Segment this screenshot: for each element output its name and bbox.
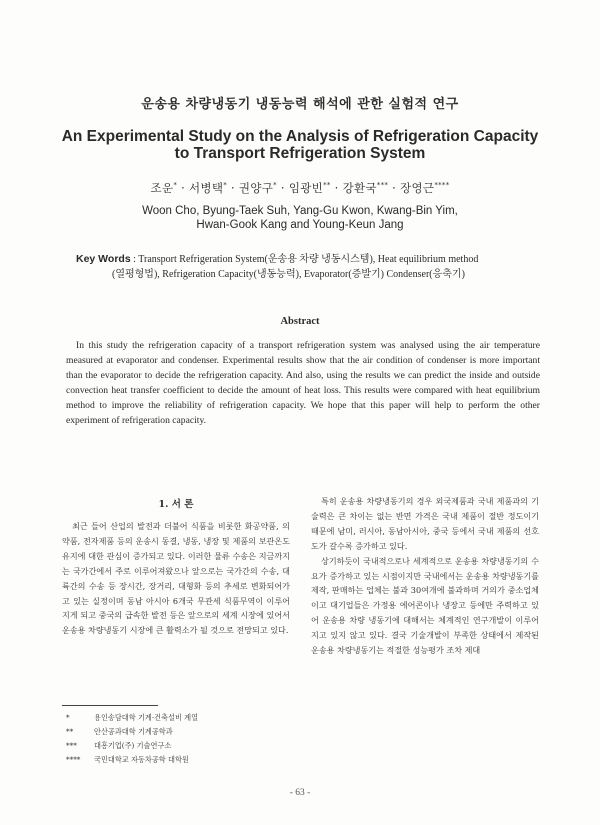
intro-paragraph-1: 최근 들어 산업의 발전과 더불어 식품을 비롯한 화공약품, 의약품, 전자제품 등의 운송시 동결, 냉동, 냉장 및 제품의 보관온도 유지에 대한 관심이 증가되고 있다. 이러한 물류 수송은 지금까지는 국가간에서 주로 이루어져왔으나 앞으로는 국가간의 수송, 대륙간의 수송 등 장시간, 장거리, 대형화 등의 추세로 변화되어가고 있는 실정이며 동남 아시아 6개국 무관세 식품무역이 이루어지게 되고 중국의 급속한 발전 등은 앞으로의 세계 시장에 있어서 운송용 차량냉동기 시장에 큰 활력소가 될 것으로 전망되고 있다. [62, 521, 290, 636]
author-mark: * [223, 181, 228, 190]
footnote [66, 711, 290, 725]
intro-paragraph-3: 상기하듯이 국내적으로나 세계적으로 운송용 차량냉동기의 수요가 증가하고 있는 시점이지만 국내에서는 운송용 차량냉동기를 제작, 판매하는 업체는 불과 30여개에 불과하며 거의가 중소업체이고 대기업들은 가정용 에어콘이나 냉장고 등에만 주력하고 있어 운송용 차량 냉동기에 대해서는 체계적인 연구개발이 이루어지고 있지 않고 있다. 결국 기술개발이 부족한 상태에서 제작된 운송용 차량냉동기는 적절한 성능평가 조차 제대 [311, 555, 539, 656]
right-column [311, 494, 539, 658]
keywords-line-1: : Transport Refrigeration System(운송용 차량 냉동시스템), Heat equilibrium method [133, 254, 479, 265]
author-mark: * [273, 181, 277, 190]
abstract-heading: Abstract [280, 316, 320, 327]
footnote-divider [62, 705, 158, 706]
section-heading-introduction: 1. 서 론 [158, 499, 194, 510]
footnote-text: 국민대학교 자동차공학 대학원 [94, 755, 189, 764]
keywords [76, 252, 536, 282]
title-english-line-1: An Experimental Study on the Analysis of Refrigeration Capacity [61, 128, 539, 145]
abstract-body: In this study the refrigeration capacity of a transport refrigeration system was analysed using the air temperature measured at evaporator and condenser. Experimental results show that the air condition of condenser is more important than the evaporator to decide the refrigeration capacity. And also, using the results we can predict the inside and outside convection heat transfer coefficient to decide the amount of heat loss. This results were compared with heat equilibrium method to improve the reliability of refrigeration capacity. We hope that this paper will help to perform the other experiment of refrigeration capacity. [66, 340, 540, 426]
author-ko: 권양구 [238, 181, 274, 195]
left-column [62, 519, 290, 638]
authors-korean: 조운* · 서병택* · 권양구* · 임광빈** · 강환국*** · 장영근**** [150, 181, 450, 195]
author-mark: *** [376, 181, 389, 190]
author-ko: 조운 [150, 181, 174, 195]
authors-english [100, 205, 500, 232]
title-korean: 운송용 차량냉동기 냉동능력 해석에 관한 실험적 연구 [141, 97, 459, 112]
footnote-text: 안산공과대학 기계공학과 [94, 727, 173, 736]
footnote [66, 753, 290, 767]
page-number: - 63 - [289, 788, 311, 798]
footnote-mark: ** [66, 727, 74, 736]
authors-english-line-2: Hwan-Gook Kang and Young-Keun Jang [196, 218, 404, 231]
footnote-mark: **** [66, 755, 81, 764]
title-english-line-2: to Transport Refrigeration System [174, 145, 426, 162]
footnote-mark: * [66, 713, 70, 722]
footnote [66, 739, 290, 753]
footnote-mark: *** [66, 741, 77, 750]
author-ko: 장영근 [400, 181, 435, 195]
authors-english-line-1: Woon Cho, Byung-Taek Suh, Yang-Gu Kwon, Kwang-Bin Yim, [142, 205, 458, 217]
author-ko: 강환국 [342, 181, 377, 195]
footnotes [66, 711, 290, 767]
footnote-text: 용인송담대학 기계·건축설비 계열 [94, 713, 199, 722]
author-mark: * [173, 181, 178, 190]
intro-paragraph-2: 특히 운송용 차량냉동기의 경우 외국제품과 국내 제품과의 기술력은 큰 차이는 없는 반면 가격은 국내 제품이 절반 정도이기 때문에 남미, 러시아, 동남아시아, 중국 등에서 국내 제품의 선호도가 갈수록 증가하고 있다. [311, 496, 539, 551]
keywords-label: Key Words [76, 253, 131, 265]
footnote-text: 대흥기업(주) 기술연구소 [94, 741, 172, 750]
title-english [60, 128, 540, 162]
footnote [66, 725, 290, 739]
author-mark: ** [323, 181, 331, 190]
author-ko: 서병택 [189, 181, 224, 195]
keywords-line-2: (열평형법), Refrigeration Capacity(냉동능력), Evaporator(증발기) Condenser(응축기) [112, 269, 465, 280]
author-ko: 임광빈 [288, 181, 324, 195]
author-mark: **** [434, 181, 450, 190]
